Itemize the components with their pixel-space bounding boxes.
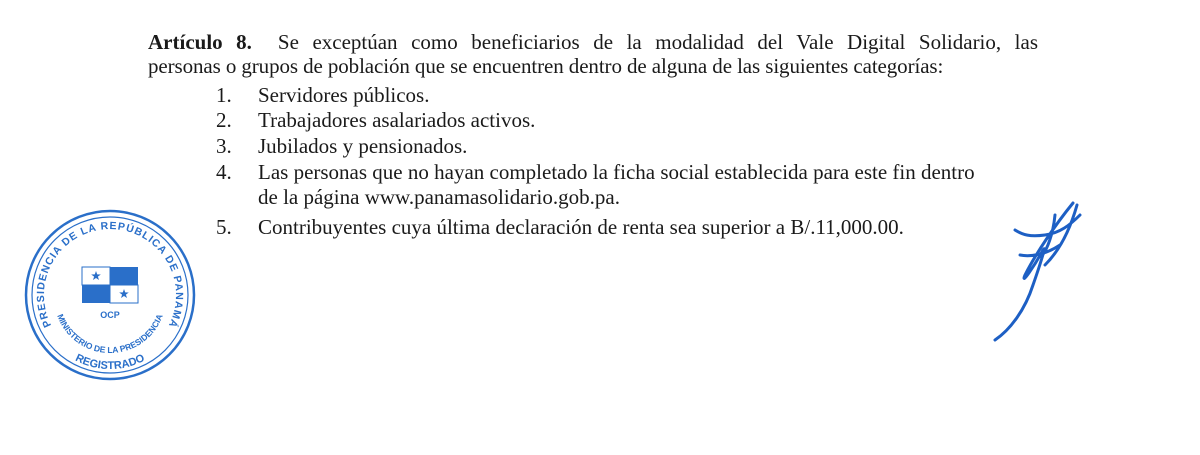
list-text: Las personas que no hayan completado la ficha social establecida para este fin dentro bbox=[258, 160, 975, 184]
list-text: Contribuyentes cuya última declaración de renta sea superior a B/.11,000.00. bbox=[258, 215, 904, 239]
list-number: 2. bbox=[216, 108, 232, 132]
list-text: de la página www.panamasolidario.gob.pa. bbox=[258, 185, 620, 209]
article-heading: Artículo 8. bbox=[148, 30, 252, 54]
list-number: 4. bbox=[216, 160, 232, 184]
stamp-outer-text: PRESIDENCIA DE LA REPÚBLICA DE PANAMÁ bbox=[34, 220, 186, 330]
official-stamp bbox=[20, 205, 200, 385]
stamp-inner-text: MINISTERIO DE LA PRESIDENCIA bbox=[55, 312, 165, 356]
intro-text: Se exceptúan como beneficiarios de la modalidad del Vale Digital Solidario, las bbox=[277, 30, 1038, 54]
stamp-center-text: OCP bbox=[100, 310, 120, 320]
list-number: 5. bbox=[216, 215, 232, 239]
list-text: Trabajadores asalariados activos. bbox=[258, 108, 536, 132]
list-number: 1. bbox=[216, 83, 232, 107]
list-number: 3. bbox=[216, 134, 232, 158]
list-text: Jubilados y pensionados. bbox=[258, 134, 468, 158]
stamp-bottom-text: REGISTRADO bbox=[73, 352, 147, 373]
list-text: Servidores públicos. bbox=[258, 83, 430, 107]
article-intro-line-2: personas o grupos de población que se encuentren dentro de alguna de las siguientes categorías: bbox=[148, 54, 944, 78]
handwritten-signature bbox=[985, 195, 1095, 355]
panama-flag-icon bbox=[82, 267, 138, 303]
article-intro-line-1 bbox=[148, 30, 1038, 54]
